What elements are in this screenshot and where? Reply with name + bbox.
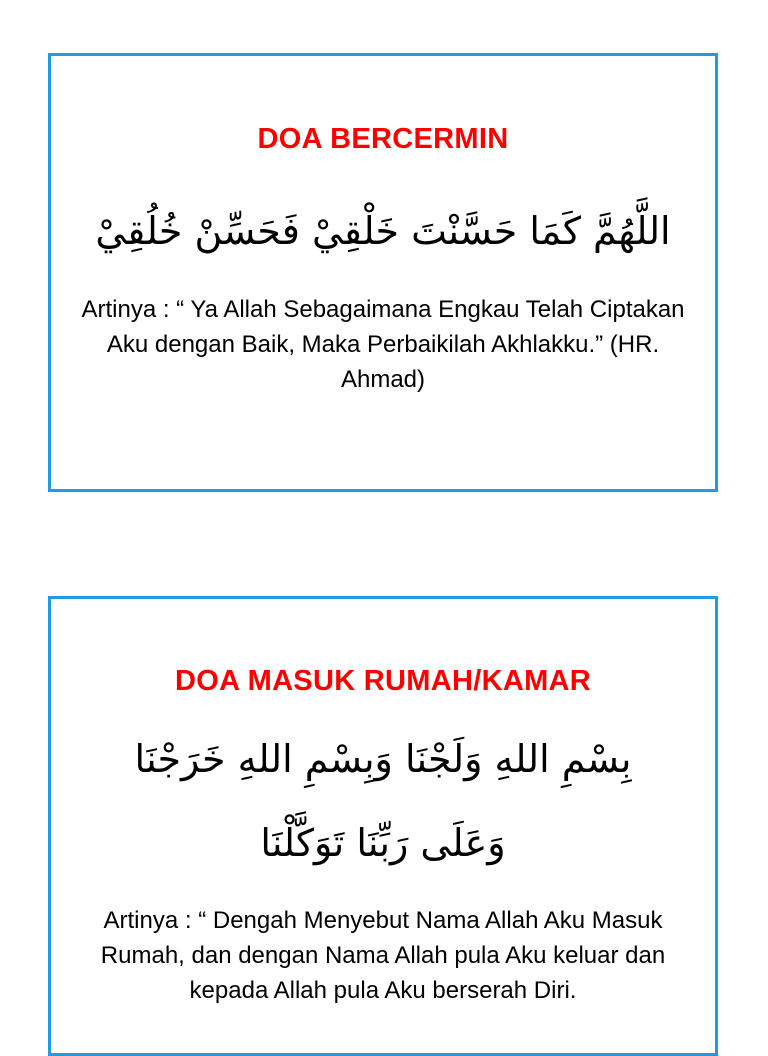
- card-title: DOA BERCERMIN: [257, 123, 509, 155]
- translation-text: Artinya : “ Dengah Menyebut Nama Allah Aku Masuk Rumah, dan dengan Nama Allah pula Aku keluar dan kepada Allah pula Aku berserah Diri.: [100, 907, 666, 1004]
- arabic-prayer-text: بِسْمِ اللهِ وَلَجْنَا وَبِسْمِ اللهِ خَرَجْنَا وَعَلَى رَبِّنَا تَوَكَّلْنَا: [134, 737, 632, 865]
- card-title: DOA MASUK RUMAH/KAMAR: [174, 665, 592, 697]
- prayer-card-bercermin: [48, 53, 718, 492]
- translation-text: Artinya : “ Ya Allah Sebagaimana Engkau Telah Ciptakan Aku dengan Baik, Maka Perbaikilah Akhlakku.” (HR. Ahmad): [81, 296, 685, 393]
- arabic-prayer-text: اللَّهُمَّ كَمَا حَسَّنْتَ خَلْقِيْ فَحَسِّنْ خُلُقِيْ: [95, 209, 671, 253]
- prayer-card-masuk-rumah: [48, 596, 718, 1056]
